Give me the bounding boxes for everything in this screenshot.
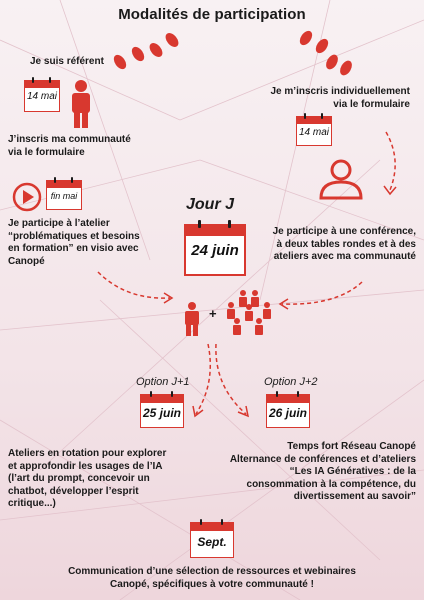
page-title: Modalités de participation bbox=[118, 6, 306, 23]
jour-j-heading: Jour J bbox=[186, 196, 235, 213]
individual-text: Je m’inscris individuellement via le formulaire bbox=[270, 86, 410, 110]
referent-label: Je suis référent bbox=[30, 56, 104, 67]
jour-j-text: Je participe à une conférence, à deux tables rondes et à des ateliers avec ma communauté bbox=[272, 226, 416, 262]
option1-label: Option J+1 bbox=[136, 376, 190, 388]
option2-text: Temps fort Réseau Canopé Alternance de conférences et d’ateliers “Les IA Génératives : de la consommation à la compétence, du divertissement au savoir” bbox=[229, 441, 416, 502]
person-icon bbox=[68, 80, 94, 130]
option1-date: 25 juin bbox=[142, 406, 181, 420]
calendar-icon bbox=[24, 80, 60, 112]
arrow-connector bbox=[276, 280, 366, 310]
plus-sign: + bbox=[209, 306, 217, 321]
calendar-icon bbox=[266, 394, 310, 428]
calendar-icon bbox=[140, 394, 184, 428]
group-icon bbox=[222, 290, 276, 336]
option2-label: Option J+2 bbox=[264, 376, 318, 388]
calendar-icon bbox=[296, 116, 332, 146]
arrow-connector bbox=[190, 342, 260, 422]
calendar-icon bbox=[190, 522, 234, 558]
visio-text: Je participe à l’atelier “problématiques et besoins en formation” en visio avec Canopé bbox=[8, 218, 140, 267]
sept-date: Sept. bbox=[197, 535, 227, 549]
referent-date: 14 mai bbox=[26, 91, 57, 102]
visio-date: fin mai bbox=[50, 191, 78, 201]
play-icon bbox=[12, 182, 42, 212]
option1-text: Ateliers en rotation pour explorer et approfondir les usages de l’IA (l’art du prompt, concevoir un chatbot, développer l’esprit critique...) bbox=[8, 448, 167, 509]
jour-j-date: 24 juin bbox=[191, 242, 239, 259]
footprints-right-icon bbox=[296, 28, 356, 78]
option2-date: 26 juin bbox=[268, 406, 307, 420]
referent-text: J’inscris ma communauté via le formulaire bbox=[8, 134, 131, 158]
individual-date: 14 mai bbox=[298, 127, 329, 138]
person-icon bbox=[182, 302, 202, 338]
footprints-left-icon bbox=[110, 26, 210, 76]
sept-text: Communication d’une sélection de ressources et webinaires Canopé, spécifiques à votre communauté ! bbox=[68, 566, 356, 590]
arrow-connector bbox=[96, 270, 176, 306]
user-outline-icon bbox=[318, 158, 364, 200]
calendar-icon bbox=[46, 180, 82, 210]
arrow-connector bbox=[376, 130, 406, 200]
